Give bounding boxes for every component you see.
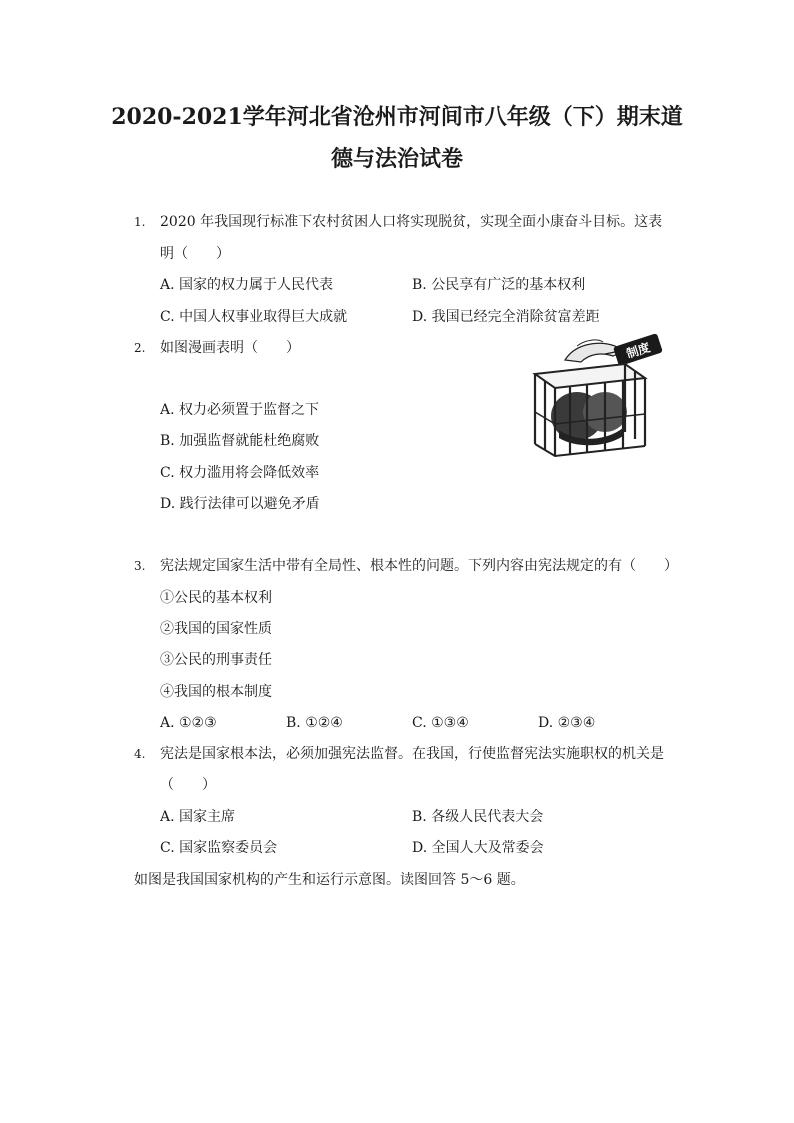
- option-b: B. 加强监督就能杜绝腐败: [160, 433, 320, 449]
- question-stem-cont: （ ）: [160, 777, 216, 793]
- option-c: C. 中国人权事业取得巨大成就: [160, 309, 348, 325]
- option-c: C. 国家监察委员会: [160, 840, 278, 856]
- cage-cartoon-image: [505, 332, 665, 462]
- option-a: A. 国家的权力属于人民代表: [160, 277, 334, 293]
- statement-3: ③公民的刑事责任: [160, 652, 272, 668]
- question-stem: 2020 年我国现行标准下农村贫困人口将实现脱贫，实现全面小康奋斗目标。这表: [160, 214, 663, 230]
- statement-1: ①公民的基本权利: [160, 590, 272, 606]
- question-stem: 宪法规定国家生活中带有全局性、根本性的问题。下列内容由宪法规定的有（ ）: [160, 558, 678, 574]
- section-intro: 如图是我国国家机构的产生和运行示意图。读图回答 5～6 题。: [134, 872, 525, 888]
- option-d: D. 践行法律可以避免矛盾: [160, 496, 320, 512]
- statement-4: ④我国的根本制度: [160, 684, 272, 700]
- question-number: 2.: [134, 341, 146, 355]
- option-b: B. 公民享有广泛的基本权利: [412, 277, 586, 293]
- title-line-2: 德与法治试卷: [330, 146, 463, 172]
- option-d: D. 我国已经完全消除贫富差距: [412, 309, 600, 325]
- question-stem-cont: 明（ ）: [160, 246, 230, 262]
- option-a: A. 权力必须置于监督之下: [160, 402, 320, 418]
- option-a: A. 国家主席: [160, 809, 236, 825]
- option-c: C. 权力滥用将会降低效率: [160, 465, 320, 481]
- option-b: B. 各级人民代表大会: [412, 809, 544, 825]
- statement-2: ②我国的国家性质: [160, 621, 272, 637]
- question-stem: 宪法是国家根本法，必须加强宪法监督。在我国，行使监督宪法实施职权的机关是: [160, 746, 664, 762]
- option-b: B. ①②④: [286, 715, 343, 731]
- title-line-1: 2020-2021学年河北省沧州市河间市八年级（下）期末道: [111, 104, 683, 130]
- question-stem: 如图漫画表明（ ）: [160, 340, 300, 356]
- option-c: C. ①③④: [412, 715, 469, 731]
- option-d: D. ②③④: [538, 715, 596, 731]
- cage-top: [535, 364, 645, 388]
- cage-bottom: [535, 444, 645, 456]
- system-tag: [613, 333, 663, 366]
- question-number: 1.: [134, 215, 146, 229]
- option-a: A. ①②③: [160, 715, 217, 731]
- question-number: 4.: [134, 747, 146, 761]
- tag-label: 制度: [624, 340, 652, 362]
- option-d: D. 全国人大及常委会: [412, 840, 544, 856]
- question-number: 3.: [134, 559, 146, 573]
- page-title: [100, 96, 694, 180]
